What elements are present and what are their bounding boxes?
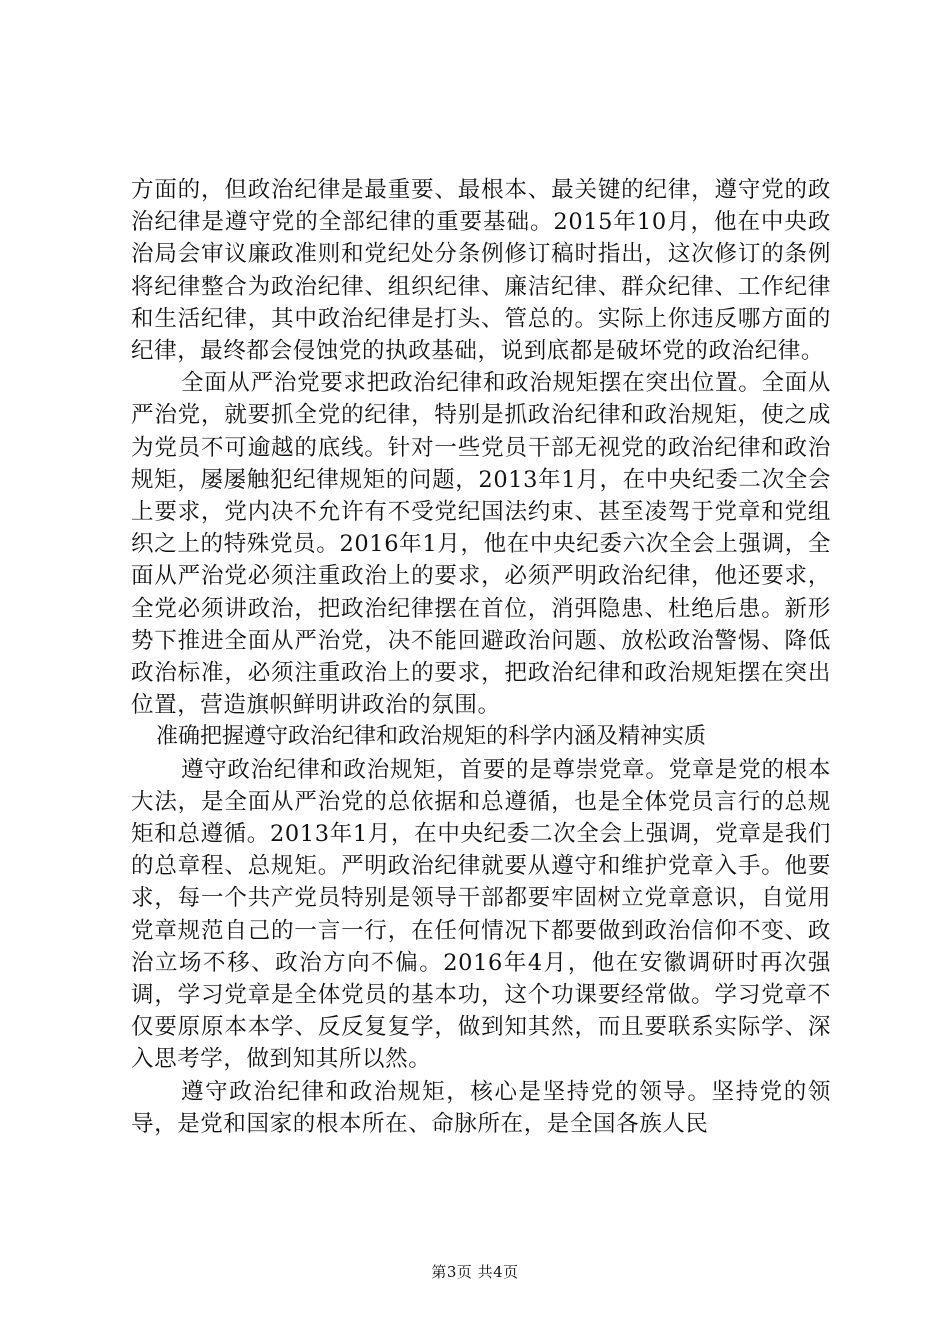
body-paragraph-4: 遵守政治纪律和政治规矩，核心是坚持党的领导。坚持党的领导，是党和国家的根本所在、命脉所在，是全国各族人民 <box>131 1078 831 1137</box>
document-body <box>131 174 831 1140</box>
section-subheading: 准确把握遵守政治纪律和政治规矩的科学内涵及精神实质 <box>156 724 707 750</box>
body-paragraph-1: 方面的，但政治纪律是最重要、最根本、最关键的纪律，遵守党的政治纪律是遵守党的全部纪律的重要基础。2015年10月，他在中央政治局会审议廉政准则和党纪处分条例修订稿时指出，这次修订的条例将纪律整合为政治纪律、组织纪律、廉洁纪律、群众纪律、工作纪律和生活纪律，其中政治纪律是打头、管总的。实际上你违反哪方面的纪律，最终都会侵蚀党的执政基础，说到底都是破坏党的政治纪律。 <box>131 177 831 365</box>
page-number-footer: 第3页 共4页 <box>431 1263 519 1281</box>
body-paragraph-2: 全面从严治党要求把政治纪律和政治规矩摆在突出位置。全面从严治党，就要抓全党的纪律，特别是抓政治纪律和政治规矩，使之成为党员不可逾越的底线。针对一些党员干部无视党的政治纪律和政治规矩，屡屡触犯纪律规矩的问题，2013年1月，在中央纪委二次全会上要求，党内决不允许有不受党纪国法约束、甚至凌驾于党章和党组织之上的特殊党员。2016年1月，他在中央纪委六次全会上强调，全面从严治党必须注重政治上的要求，必须严明政治纪律，他还要求，全党必须讲政治，把政治纪律摆在首位，消弭隐患、杜绝后患。新形势下推进全面从严治党，决不能回避政治问题、放松政治警惕、降低政治标准，必须注重政治上的要求，把政治纪律和政治规矩摆在突出位置，营造旗帜鲜明讲政治的氛围。 <box>131 370 831 719</box>
body-paragraph-3: 遵守政治纪律和政治规矩，首要的是尊崇党章。党章是党的根本大法，是全面从严治党的总依据和总遵循，也是全体党员言行的总规矩和总遵循。2013年1月，在中央纪委二次全会上强调，党章是我们的总章程、总规矩。严明政治纪律就要从遵守和维护党章入手。他要求，每一个共产党员特别是领导干部都要牢固树立党章意识，自觉用党章规范自己的一言一行，在任何情况下都要做到政治信仰不变、政治立场不移、政治方向不偏。2016年4月，他在安徽调研时再次强调，学习党章是全体党员的基本功，这个功课要经常做。学习党章不仅要原原本本学、反反复复学，做到知其然，而且要联系实际学、深入思考学，做到知其所以然。 <box>131 756 831 1073</box>
